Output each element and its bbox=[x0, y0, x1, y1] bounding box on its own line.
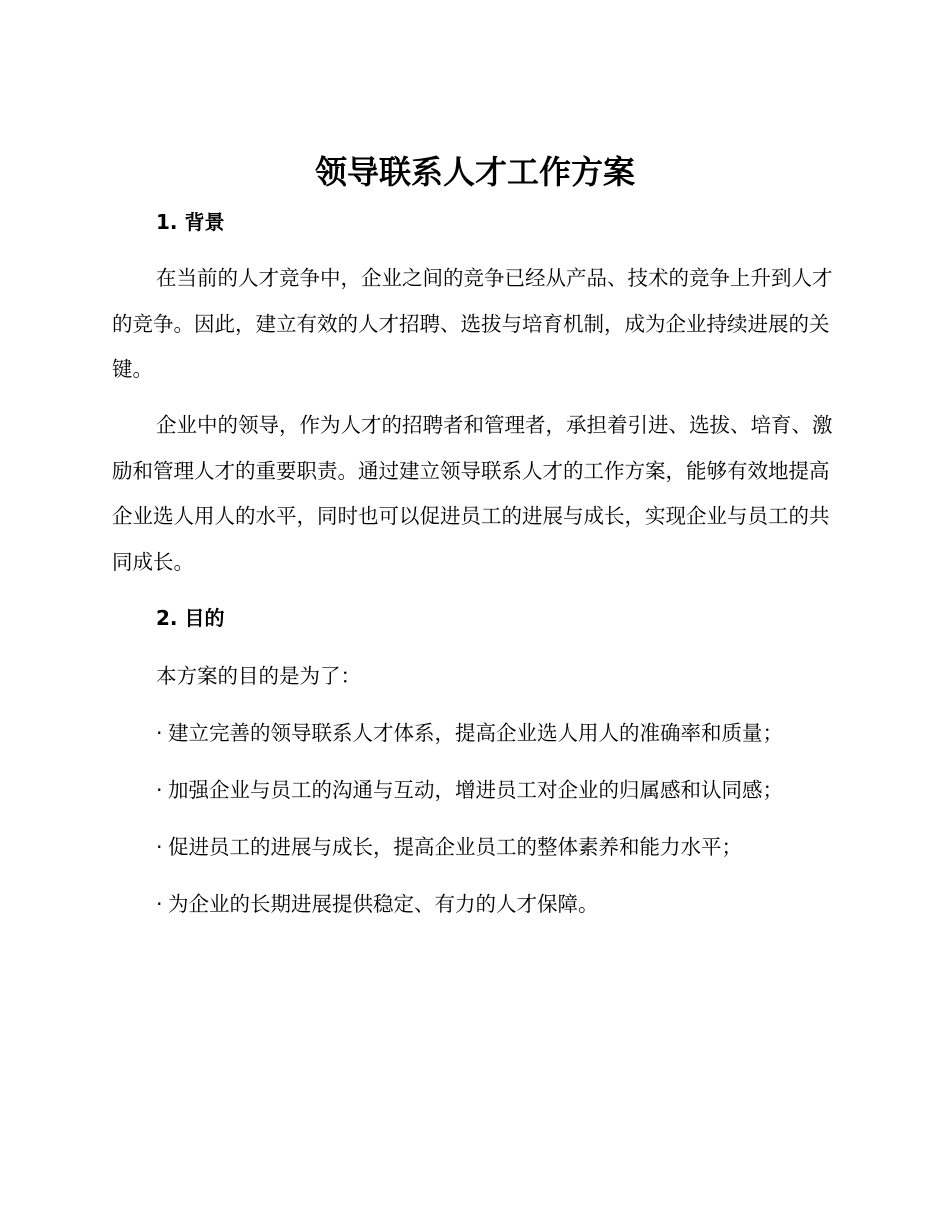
list-item-text: 加强企业与员工的沟通与互动，增进员工对企业的归属感和认同感； bbox=[168, 778, 783, 802]
list-item bbox=[156, 832, 742, 862]
purpose-intro: 本方案的目的是为了： bbox=[156, 664, 361, 688]
bullet-mark: · bbox=[156, 721, 163, 745]
paragraph-background-2: 企业中的领导，作为人才的招聘者和管理者，承担着引进、选拔、培育、激励和管理人才的重要职责。通过建立领导联系人才的工作方案，能够有效地提高企业选人用人的水平，同时也可以促进员工的进展与成长，实现企业与员工的共同成长。 bbox=[112, 413, 833, 574]
section-heading-background: 1. 背景 bbox=[156, 210, 225, 234]
document-title: 领导联系人才工作方案 bbox=[314, 153, 635, 191]
list-item-text: 建立完善的领导联系人才体系，提高企业选人用人的准确率和质量； bbox=[168, 721, 783, 745]
section-heading-purpose: 2. 目的 bbox=[156, 606, 225, 630]
list-item bbox=[156, 718, 783, 748]
list-item bbox=[156, 775, 783, 805]
list-item bbox=[156, 889, 599, 919]
list-item-text: 促进员工的进展与成长，提高企业员工的整体素养和能力水平； bbox=[168, 835, 742, 859]
bullet-mark: · bbox=[156, 835, 163, 859]
list-item-text: 为企业的长期进展提供稳定、有力的人才保障。 bbox=[168, 892, 599, 916]
paragraph-background-1: 在当前的人才竞争中，企业之间的竞争已经从产品、技术的竞争上升到人才的竞争。因此，建立有效的人才招聘、选拔与培育机制，成为企业持续进展的关键。 bbox=[112, 266, 833, 381]
bullet-mark: · bbox=[156, 892, 163, 916]
bullet-mark: · bbox=[156, 778, 163, 802]
